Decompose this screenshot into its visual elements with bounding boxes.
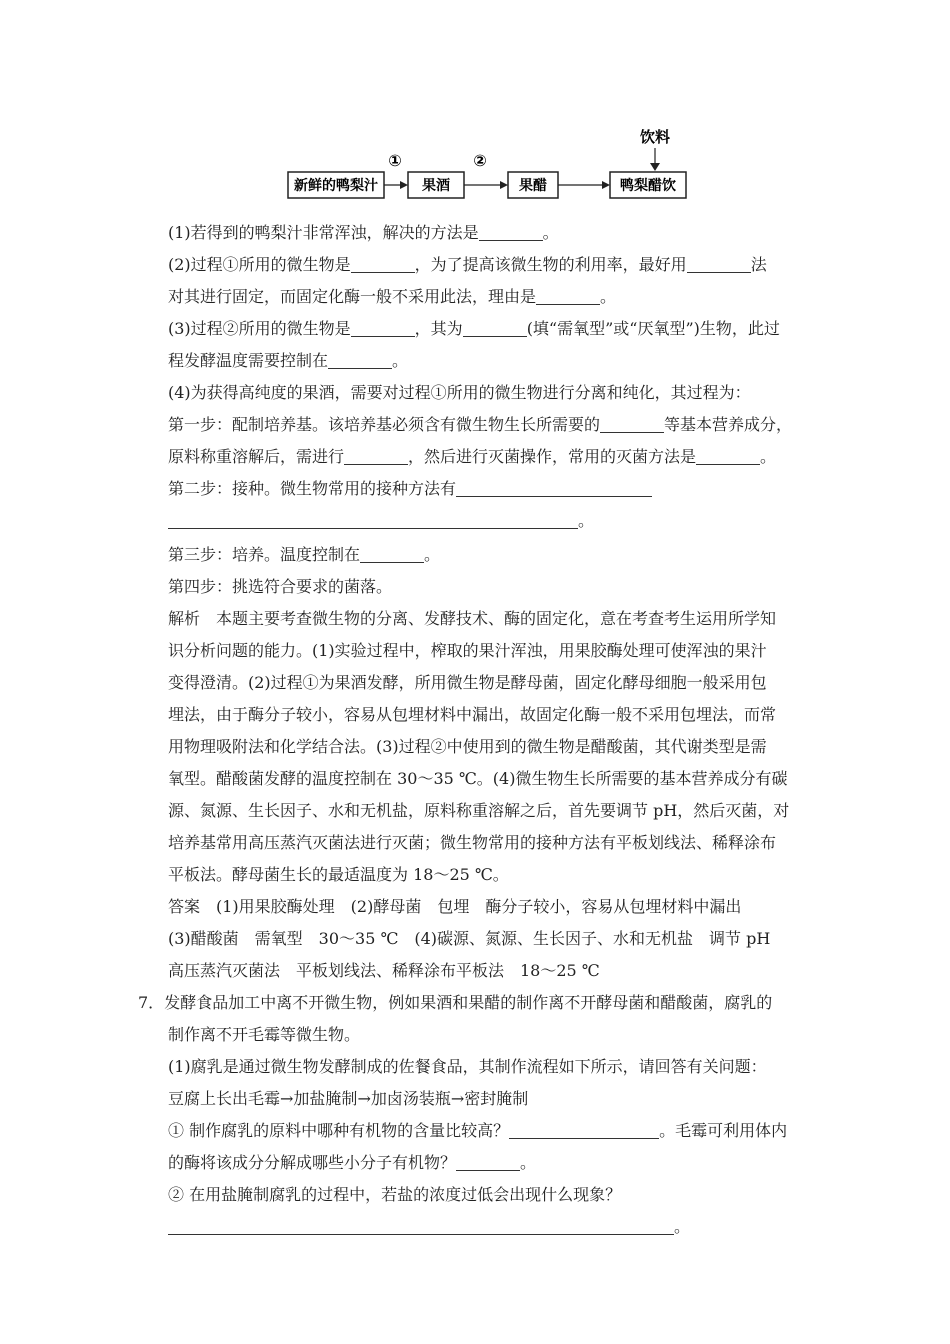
analysis-line-3: 变得澄清。(2)过程①为果酒发酵，所用微生物是酵母菌，固定化酵母细胞一般采用包 (168, 673, 767, 692)
arrow-3-head (602, 181, 610, 189)
answer-blank (168, 1216, 674, 1235)
q6-step2-text: 第二步：接种。微生物常用的接种方法有 (168, 479, 457, 498)
q6-step1-line2 (168, 442, 776, 472)
q6-part2-text-c: 法 (750, 255, 767, 274)
step-1-label: ① (388, 151, 402, 170)
answer-blank (456, 478, 652, 497)
q6-part1-end: 。 (542, 223, 559, 242)
q7-tofu-flow (168, 1084, 528, 1114)
q7-sub2-line2 (168, 1212, 690, 1242)
q6-step1-text-d: ，然后进行灭菌操作，常用的灭菌方法是 (408, 447, 697, 466)
arrow-1-head (400, 181, 408, 189)
q6-step3-end: 。 (424, 545, 441, 564)
q6-step2-end: 。 (578, 511, 595, 530)
process-flow-diagram (280, 122, 700, 212)
q6-part2-text-d: 对其进行固定，而固定化酶一般不采用此法，理由是 (168, 287, 537, 306)
box-fresh-juice-label: 新鲜的鸭梨汁 (294, 178, 378, 194)
answer-blank (168, 510, 578, 529)
analysis-line-4: 埋法，由于酶分子较小，容易从包埋材料中漏出，故固定化酶一般不采用包埋法，而常 (168, 705, 777, 724)
q6-part2-text-a: (2)过程①所用的微生物是 (168, 255, 351, 274)
q7-flow-step-1: 豆腐上长出毛霉 (168, 1089, 281, 1108)
q6-part3-line1 (168, 314, 780, 344)
q6-part3-line2 (168, 346, 408, 376)
q7-part1: (1)腐乳是通过微生物发酵制成的佐餐食品，其制作流程如下所示，请回答有关问题： (168, 1057, 767, 1076)
q6-step4: 第四步：挑选符合要求的菌落。 (168, 577, 393, 596)
answer-blank (344, 446, 408, 465)
q7-flow-step-4: 密封腌制 (464, 1089, 529, 1108)
step-2-label: ② (473, 151, 487, 170)
q6-part2-end: 。 (600, 287, 617, 306)
flow-arrow-icon: → (357, 1089, 371, 1108)
answer-blank (536, 286, 600, 305)
q7-sub1-text-c: 的酶将该成分分解成哪些小分子有机物？ (168, 1153, 457, 1172)
answer-blank (696, 446, 760, 465)
q7-intro-line1 (138, 988, 772, 1018)
q6-part1 (168, 218, 559, 248)
drink-arrow-head (650, 163, 660, 171)
drink-label: 饮料 (639, 128, 671, 146)
flow-arrow-icon: → (450, 1089, 465, 1108)
q6-part3-text-d: 程发酵温度需要控制在 (168, 351, 329, 370)
analysis-line-5: 用物理吸附法和化学结合法。(3)过程②中使用到的微生物是醋酸菌，其代谢类型是需 (168, 737, 767, 756)
answer-line-3: 高压蒸汽灭菌法 平板划线法、稀释涂布平板法 18～25 ℃ (168, 961, 600, 980)
q7-sub2-end: 。 (674, 1217, 691, 1236)
q6-part3-text-b: ，其为 (414, 319, 463, 338)
q6-step3 (168, 540, 440, 570)
q7-intro-text: 发酵食品加工中离不开微生物，例如果酒和果醋的制作离不开酵母菌和醋酸菌，腐乳的 (164, 993, 773, 1012)
answer-line-2: (3)醋酸菌 需氧型 30～35 ℃ (4)碳源、氮源、生长因子、水和无机盐 调节 pH (168, 929, 771, 948)
q6-part3-end: 。 (392, 351, 409, 370)
q6-part3-text-c: (填“需氧型”或“厌氧型”)生物，此过 (526, 319, 780, 338)
answer-blank (600, 414, 664, 433)
q6-part2-line2 (168, 282, 616, 312)
q6-step1-end: 。 (760, 447, 777, 466)
q6-part1-text: (1)若得到的鸭梨汁非常浑浊，解决的方法是 (168, 223, 479, 242)
q7-sub1-text: ① 制作腐乳的原料中哪种有机物的含量比较高？ (168, 1121, 510, 1140)
analysis-line-1: 解析 本题主要考查微生物的分离、发酵技术、酶的固定化，意在考查考生运用所学知 (168, 609, 777, 628)
flow-arrow-icon: → (280, 1089, 294, 1108)
q7-flow-step-2: 加盐腌制 (293, 1089, 358, 1108)
q7-number: 7． (138, 993, 165, 1012)
answer-blank (463, 318, 527, 337)
answer-blank (351, 318, 415, 337)
analysis-line-6: 氧型。醋酸菌发酵的温度控制在 30～35 ℃。(4)微生物生长所需要的基本营养成分有碳 (168, 769, 788, 788)
analysis-line-7: 源、氮源、生长因子、水和无机盐，原料称重溶解之后，首先要调节 pH，然后灭菌，对 (168, 801, 790, 820)
q6-step2-line1 (168, 474, 652, 504)
box-wine-label: 果酒 (422, 178, 450, 194)
answer-blank (687, 254, 751, 273)
q7-intro-line2: 制作离不开毛霉等微生物。 (168, 1025, 361, 1044)
box-vinegar-label: 果醋 (519, 178, 547, 194)
answer-blank (360, 544, 424, 563)
q6-step1-text-a: 第一步：配制培养基。该培养基必须含有微生物生长所需要的 (168, 415, 601, 434)
q7-sub2-line1: ② 在用盐腌制腐乳的过程中，若盐的浓度过低会出现什么现象？ (168, 1185, 622, 1204)
q7-sub1-line1 (168, 1116, 787, 1146)
arrow-2-head (500, 181, 508, 189)
answer-blank (351, 254, 415, 273)
answer-blank (509, 1120, 659, 1139)
q6-step1-text-b: 等基本营养成分， (664, 415, 793, 434)
q7-sub1-text-b: 。毛霉可利用体内 (659, 1121, 788, 1140)
q6-step1-text-c: 原料称重溶解后，需进行 (168, 447, 345, 466)
q6-part3-text-a: (3)过程②所用的微生物是 (168, 319, 351, 338)
q6-step2-line2 (168, 506, 594, 536)
analysis-line-9: 平板法。酵母菌生长的最适温度为 18～25 ℃。 (168, 865, 509, 884)
q6-step1-line1 (168, 410, 792, 440)
answer-line-1: 答案 (1)用果胶酶处理 (2)酵母菌 包埋 酶分子较小，容易从包埋材料中漏出 (168, 897, 742, 916)
q6-part2-line1 (168, 250, 767, 280)
q7-sub1-end: 。 (520, 1153, 537, 1172)
q6-step3-text: 第三步：培养。温度控制在 (168, 545, 361, 564)
analysis-line-8: 培养基常用高压蒸汽灭菌法进行灭菌；微生物常用的接种方法有平板划线法、稀释涂布 (168, 833, 777, 852)
answer-blank (479, 222, 543, 241)
answer-blank (456, 1152, 520, 1171)
q7-flow-step-3: 加卤汤装瓶 (370, 1089, 451, 1108)
q6-part2-text-b: ，为了提高该微生物的利用率，最好用 (414, 255, 687, 274)
q6-part4: (4)为获得高纯度的果酒，需要对过程①所用的微生物进行分离和纯化，其过程为： (168, 383, 751, 402)
answer-blank (328, 350, 392, 369)
q7-sub1-line2 (168, 1148, 536, 1178)
analysis-line-2: 识分析问题的能力。(1)实验过程中，榨取的果汁浑浊，用果胶酶处理可使浑浊的果汁 (168, 641, 767, 660)
box-drink-label: 鸭梨醋饮 (620, 178, 676, 194)
